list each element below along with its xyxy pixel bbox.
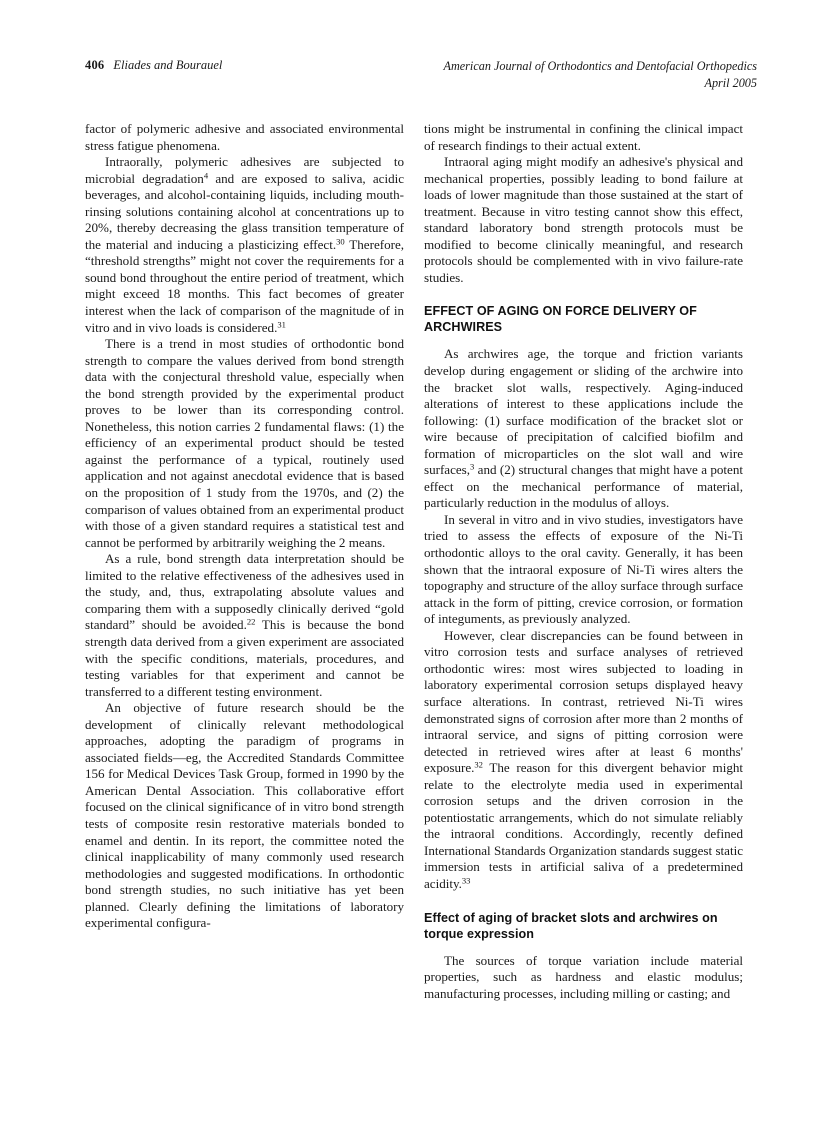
paragraph-text: As a rule, bond strength data interpretation should be limited to the relative effectiveness of the adhesives used in the study, and, thus, extrapolating absolute values and comparing them with a supposedly clinically derived “gold standard” should be avoided. <box>85 551 404 633</box>
paragraph: In several in vitro and in vivo studies, investigators have tried to assess the effects of exposure of the Ni-Ti orthodontic alloys to the oral cavity. Generally, it has been shown that the intraoral exposure of Ni-Ti wires alters the topography and structure of the alloy surface through surface attack in the form of pitting, crevice corrosion, or formation of integuments, as previously analyzed. <box>424 511 743 627</box>
paragraph-text: and are exposed to saliva, acidic beverages, and alcohol-containing liquids, including mouth-rinsing solutions containing alcohol at concentrations up to 20%, thereby decreasing the glass transition temperature of the material and inducing a plasticizing effect. <box>85 170 405 252</box>
citation-reference: 33 <box>461 875 471 886</box>
running-head <box>85 58 757 93</box>
paragraph <box>424 628 743 893</box>
right-column <box>424 121 743 1071</box>
subsection-heading: Effect of aging of bracket slots and archwires on torque expression <box>424 910 718 941</box>
running-head-authors: Eliades and Bourauel <box>113 58 223 72</box>
paragraph-text: As archwires age, the torque and friction variants develop during engagement or sliding of the archwire into the bracket slot walls, respectively. Aging-induced alterations of interest to these applications include the following: (1) surface modification of the bracket slot or wire because of precipitation of calcified biofilm and formation of microparticles on the slot wall and wire surfaces, <box>424 346 743 478</box>
citation-reference: 3 <box>470 462 475 472</box>
paragraph-text: and (2) structural changes that might have a potent effect on the mechanical performance of material, particularly reduction in the modulus of alloys. <box>424 462 743 511</box>
left-column <box>85 121 404 1071</box>
paragraph-continuation: tions might be instrumental in confining the clinical impact of research findings to their actual extent. <box>424 121 743 153</box>
running-head-left <box>85 58 222 74</box>
section-heading: EFFECT OF AGING ON FORCE DELIVERY OF ARCHWIRES <box>424 304 697 335</box>
paragraph: An objective of future research should be the development of clinically relevant methodological approaches, adopting the paradigm of programs in associated fields—eg, the Accredited Standards Committee 156 for Medical Devices Task Group, formed in 1990 by the American Dental Association. This collaborative effort focused on the clinical significance of in vitro bond strength tests of composite resin restorative materials bonded to enamel and dentin. In its report, the committee noted the clinical inapplicability of many commonly used research methodologies and suggested modifications. In orthodontic bond strength studies, no such initiative has yet been planned. Clearly defining the limitations of laboratory experimental configura- <box>85 700 404 931</box>
paragraph-text: Intraorally, polymeric adhesives are subjected to microbial degradation <box>85 154 404 186</box>
paragraph <box>424 346 743 511</box>
journal-title: American Journal of Orthodontics and Dentofacial Orthopedics <box>443 59 757 73</box>
citation-reference: 4 <box>203 170 209 181</box>
citation-reference: 30 <box>336 236 345 247</box>
issue-date: April 2005 <box>704 76 757 91</box>
paragraph-text: However, clear discrepancies can be found between in vitro corrosion tests and surface analyses of retrieved orthodontic wires: most wires subjected to loading in laboratory experimental corrosion setups displayed heavy surface alterations. In contrast, retrieved Ni-Ti wires demonstrated signs of corrosion after more than 2 months of intraoral service, and signs of pitting corrosion were detected in retrieved wires after at least 6 months' exposure. <box>424 627 743 776</box>
running-head-right <box>444 58 757 93</box>
paragraph-text: Therefore, “threshold strengths” might not cover the requirements for a sound bond throughout the entire period of treatment, which might exceed 18 months. This fact becomes of greater interest when the lack of comparison of the magnitude of in vitro and in vivo loads is considered. <box>85 236 404 335</box>
citation-reference: 32 <box>474 759 483 770</box>
article-body <box>85 121 758 1071</box>
citation-reference: 31 <box>277 319 286 330</box>
paragraph <box>85 154 404 336</box>
paragraph: There is a trend in most studies of orthodontic bond strength to compare the values derived from bond strength data with the conjectural threshold value, especially when the bond strength provided by the experimental product proves to be lower than its corresponding control. Nonetheless, this notion carries 2 fundamental flaws: (1) the efficiency of an experimental product should be tested against the performance of a typical, routinely used application and not against anecdotal evidence that is based on the proposition of 1 study from the 1970s, and (2) the comparison of values obtained from an experimental product with those of a given standard requires a statistical test and cannot be performed by arbitrarily weighing the 2 means. <box>85 336 404 550</box>
citation-reference: 22 <box>246 617 256 628</box>
paragraph-text: This is because the bond strength data derived from a given experiment are associated with the specific conditions, materials, procedures, and testing variables for that experiment and cannot be transferred to a different testing environment. <box>85 617 405 699</box>
paragraph-text: The reason for this divergent behavior might relate to the electrolyte media used in experimental corrosion setups and the driven corrosion in the potentiostatic arrangements, which do not simulate reliably the intraoral conditions. Accordingly, recently defined International Standards Organization standards suggest static immersion tests in artificial saliva of a predetermined acidity. <box>424 760 743 891</box>
page-number: 406 <box>85 58 105 72</box>
paragraph <box>85 551 404 700</box>
paragraph: Intraoral aging might modify an adhesive's physical and mechanical properties, possibly leading to bond failure at loads of lower magnitude than those sustained at the start of treatment. Because in vitro testing cannot show this effect, standard laboratory bond strength protocols must be modified to become clinically meaningful, and research protocols should be complemented with in vivo failure-rate studies. <box>424 154 743 285</box>
paragraph-continuation: factor of polymeric adhesive and associated environmental stress fatigue phenomena. <box>85 121 404 153</box>
paragraph: The sources of torque variation include material properties, such as hardness and elastic modulus; manufacturing processes, including milling or casting; and <box>424 952 743 1001</box>
